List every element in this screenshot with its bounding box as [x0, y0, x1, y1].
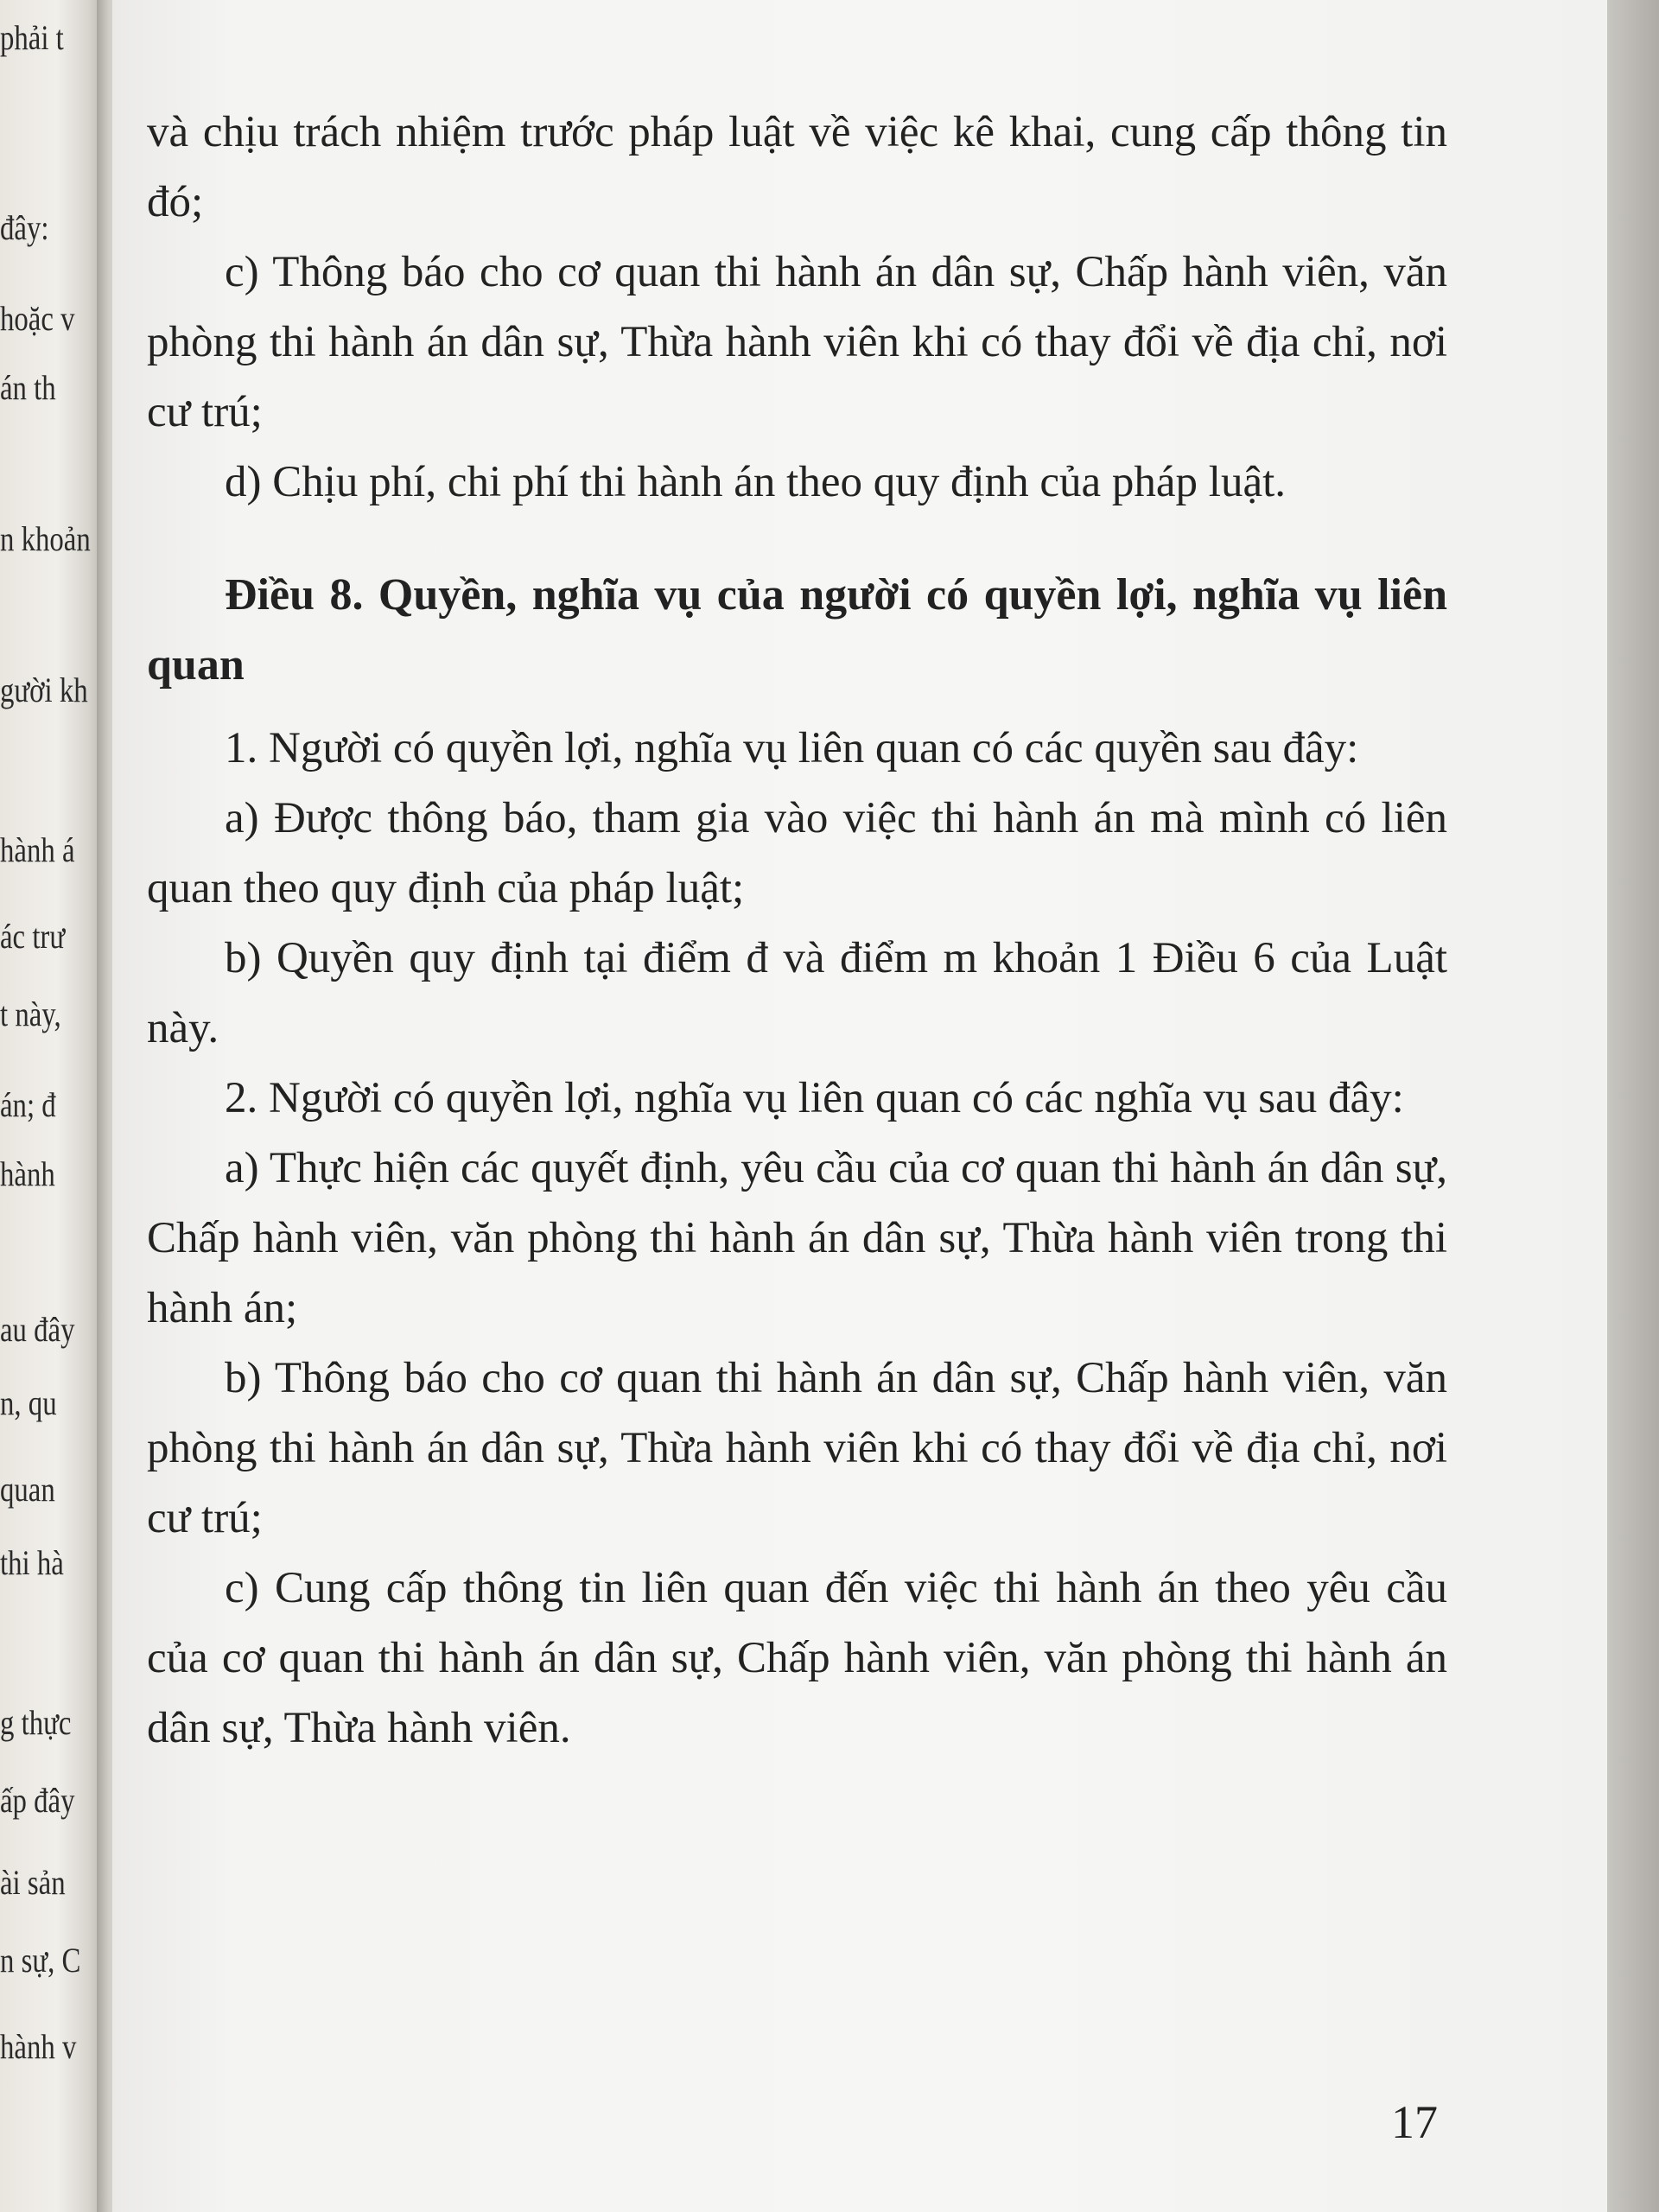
paragraph-clause-c: c) Thông báo cho cơ quan thi hành án dân sự, Chấp hành viên, văn phòng thi hành án dân sự, Thừa hành viên khi có thay đổi về địa chỉ, nơi cư trú; [147, 248, 1447, 436]
paragraph-item-2: 2. Người có quyền lợi, nghĩa vụ liên quan có các nghĩa vụ sau đây: [225, 1074, 1404, 1122]
paragraph-item-1b: b) Quyền quy định tại điểm đ và điểm m khoản 1 Điều 6 của Luật này. [147, 934, 1447, 1052]
left-page-edge [0, 0, 104, 2212]
paragraph-item-1: 1. Người có quyền lợi, nghĩa vụ liên quan có các quyền sau đây: [225, 724, 1359, 772]
left-page-fragment: phải t [0, 18, 64, 57]
left-page-fragment: hành v [0, 2027, 77, 2066]
paragraph-continuation: và chịu trách nhiệm trước pháp luật về việc kê khai, cung cấp thông tin đó; [147, 108, 1447, 226]
left-page-fragment: hoặc v [0, 299, 75, 338]
left-page-fragment: g thực [0, 1703, 72, 1742]
paragraph-item-1a: a) Được thông báo, tham gia vào việc thi hành án mà mình có liên quan theo quy định của pháp luật; [147, 794, 1447, 912]
paragraph-item-2c: c) Cung cấp thông tin liên quan đến việc thi hành án theo yêu cầu của cơ quan thi hành án dân sự, Chấp hành viên, văn phòng thi hành án dân sự, Thừa hành viên. [147, 1564, 1447, 1752]
left-page-fragment: gười kh [0, 671, 88, 709]
page-edge-shadow [1607, 0, 1659, 2212]
left-page-fragment: n khoản [0, 519, 91, 558]
left-page-fragment: n sự, C [0, 1941, 81, 1980]
left-page-fragment: quan [0, 1470, 55, 1509]
article-heading: Điều 8. Quyền, nghĩa vụ của người có quyền lợi, nghĩa vụ liên quan [147, 570, 1447, 690]
left-page-fragment: t này, [0, 995, 61, 1033]
left-page-fragment: án th [0, 368, 56, 407]
paragraph-item-2a: a) Thực hiện các quyết định, yêu cầu của cơ quan thi hành án dân sự, Chấp hành viên, văn phòng thi hành án dân sự, Thừa hành viên trong thi hành án; [147, 1144, 1447, 1332]
left-page-fragment: hành á [0, 830, 75, 869]
left-page-fragment: hành [0, 1154, 55, 1193]
page-number: 17 [1391, 2096, 1438, 2148]
page-body [147, 98, 1447, 1764]
left-page-fragment: ấp đây [0, 1781, 75, 1820]
left-page-fragment: ác trư [0, 917, 66, 956]
left-page-fragment: đây: [0, 208, 49, 247]
paragraph-clause-d: d) Chịu phí, chi phí thi hành án theo quy định của pháp luật. [225, 458, 1287, 506]
left-page-fragment: thi hà [0, 1543, 64, 1582]
left-page-fragment: án; đ [0, 1085, 56, 1124]
paragraph-item-2b: b) Thông báo cho cơ quan thi hành án dân sự, Chấp hành viên, văn phòng thi hành án dân sự, Thừa hành viên khi có thay đổi về địa chỉ, nơi cư trú; [147, 1354, 1447, 1542]
left-page-fragment: au đây [0, 1310, 75, 1349]
left-page-fragment: ài sản [0, 1863, 66, 1902]
left-page-fragment: n, qu [0, 1383, 57, 1422]
